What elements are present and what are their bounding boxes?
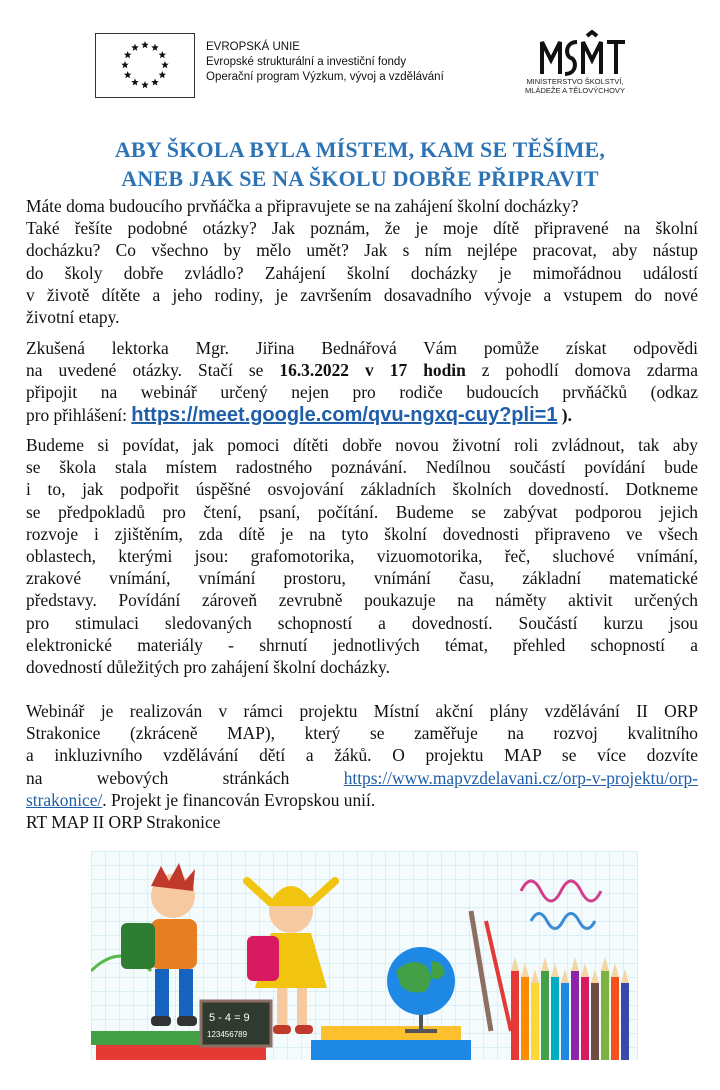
- intro-line: docházku? Co všechno by mělo umět? Jak s ním nejlépe pracovat, aby nástup: [26, 240, 698, 261]
- project-paragraph: [26, 700, 698, 833]
- body-line: i to, jak podpořit úspěšné osvojování základních školních dovedností. Dotkneme: [26, 479, 698, 500]
- lecturer-line: Zkušená lektorka Mgr. Jiřina Bednářová Vám pomůže získat odpovědi: [26, 338, 698, 358]
- msmt-line2: MLÁDEŽE A TĚLOVÝCHOVY: [525, 86, 625, 95]
- eu-star-icon: [161, 61, 169, 68]
- intro-paragraph: [26, 195, 698, 328]
- intro-line: životní etapy.: [26, 307, 120, 328]
- meet-link[interactable]: https://meet.google.com/qvu-ngxq-cuy?pli=1: [131, 403, 558, 426]
- msmt-line1: MINISTERSTVO ŠKOLSTVÍ,: [526, 77, 624, 86]
- project-line: Webinář je realizován v rámci projektu Místní akční plány vzdělávání II ORP: [26, 701, 698, 721]
- title-line2: ANEB JAK SE NA ŠKOLU DOBŘE PŘIPRAVIT: [121, 166, 599, 191]
- body-line: elektronické materiály - shrnutí jednotlivých témat, přehled schopností a: [26, 634, 698, 655]
- eu-funds: Evropské strukturální a investiční fondy: [206, 56, 407, 68]
- map-link[interactable]: https://www.mapvzdelavani.cz/orp-v-projektu/orp-: [343, 767, 698, 788]
- pencil-icon: [511, 971, 519, 1060]
- lecturer-line: [26, 404, 698, 426]
- intro-line: do školy dobře zvládlo? Zahájení školní docházky je mimořádnou událostí: [26, 262, 698, 283]
- body-line: pro stimulaci sledovaných schopností a dovedností. Součástí kurzu jsou: [26, 612, 698, 633]
- signature: RT MAP II ORP Strakonice: [26, 812, 221, 833]
- pencil-icon: [521, 977, 529, 1060]
- eu-star-icon: [124, 51, 132, 58]
- eu-star-icon: [151, 44, 159, 51]
- lecturer-text: na uvedené otázky. Stačí se: [26, 360, 280, 381]
- pencil-icon: [531, 983, 539, 1060]
- eu-star-icon: [151, 78, 159, 85]
- lecturer-line: připojit na webinář určený nejen pro rodiče budoucích prvňáčků (odkaz: [26, 382, 698, 403]
- school-illustration: [91, 851, 638, 1060]
- lecturer-line: [26, 359, 698, 381]
- eu-star-icon: [124, 71, 132, 78]
- pencil-icon: [611, 977, 619, 1060]
- body-paragraph: [26, 434, 698, 678]
- body-line: Budeme si povídat, jak pomoci dítěti dobře novou životní roli zvládnout, tak aby: [26, 435, 698, 455]
- pencil-icon: [561, 983, 569, 1060]
- eu-star-icon: [131, 78, 139, 85]
- body-line: zrakové vnímání, vnímání prostoru, vnímání času, základní matematické: [26, 568, 698, 589]
- eu-text-block: [206, 40, 444, 85]
- eu-star-icon: [141, 41, 149, 48]
- eu-flag-logo: [95, 33, 195, 98]
- map-link-continued[interactable]: strakonice/: [26, 789, 103, 810]
- title-line1: ABY ŠKOLA BYLA MÍSTEM, KAM SE TĚŠÍME,: [114, 137, 606, 162]
- body-line: se předpokladů pro čtení, psaní, počítání. Budeme se zabývat podporou jejich: [26, 501, 698, 522]
- lecturer-text: z pohodlí domova zdarma: [465, 360, 698, 381]
- pencil-icon: [581, 977, 589, 1060]
- lecturer-text: pro přihlášení:: [26, 404, 132, 425]
- pencil-icon: [551, 977, 559, 1060]
- pencil-icon: [621, 983, 629, 1060]
- eu-star-icon: [121, 61, 129, 68]
- board-text-equation: 5 - 4 = 9: [209, 1012, 250, 1024]
- project-text: na webových stránkách: [26, 767, 344, 788]
- project-line: Strakonice (zkráceně MAP), který se zaměřuje na rozvoj kvalitního: [26, 723, 698, 744]
- project-text: . Projekt je financován Evropskou unií.: [102, 789, 376, 810]
- body-line: oblastech, kterými jsou: grafomotorika, vizuomotorika, řeč, sluchové vnímání,: [26, 546, 698, 567]
- lecturer-paragraph: [26, 337, 698, 426]
- pencil-icon: [601, 971, 609, 1060]
- board-text-digits: 123456789: [207, 1030, 248, 1039]
- intro-line: v životě dítěte a jeho rodiny, je završením dosavadního vývoje a vstupem do nové: [26, 284, 698, 305]
- pencil-icon: [541, 971, 549, 1060]
- project-line: a inkluzivního vzdělávání dětí a žáků. O projektu MAP se více dozvíte: [26, 745, 698, 766]
- intro-line: Také řešíte podobné otázky? Jak poznám, že je moje dítě připravené na školní: [26, 218, 698, 239]
- project-line: [26, 767, 698, 789]
- intro-line: Máte doma budoucího prvňáčka a připravujete se na zahájení školní docházky?: [26, 196, 579, 216]
- project-line: [26, 789, 698, 811]
- eu-star-icon: [141, 81, 149, 88]
- event-date: 16.3.2022 v 17 hodin: [279, 360, 466, 381]
- lecturer-text: ).: [557, 404, 572, 425]
- body-line: představy. Povídání zároveň zevrubně poukazuje na náměty aktivit určených: [26, 590, 698, 611]
- msmt-text: [505, 77, 645, 95]
- body-line: dovedností důležitých pro zahájení školní docházky.: [26, 657, 390, 678]
- body-line: rozvoje i zjištěním, zda dítě je na tyto školní dovednosti připraveno ve všech: [26, 523, 698, 544]
- pencil-icon: [571, 971, 579, 1060]
- eu-star-icon: [131, 44, 139, 51]
- eu-programme: Operační program Výzkum, vývoj a vzdělávání: [206, 71, 444, 83]
- body-line: se škola stala místem radostného poznávání. Nedílnou součástí povídání bude: [26, 457, 698, 478]
- eu-star-icon: [159, 71, 167, 78]
- pencil-icon: [591, 983, 599, 1060]
- eu-name: EVROPSKÁ UNIE: [206, 41, 300, 53]
- eu-star-icon: [159, 51, 167, 58]
